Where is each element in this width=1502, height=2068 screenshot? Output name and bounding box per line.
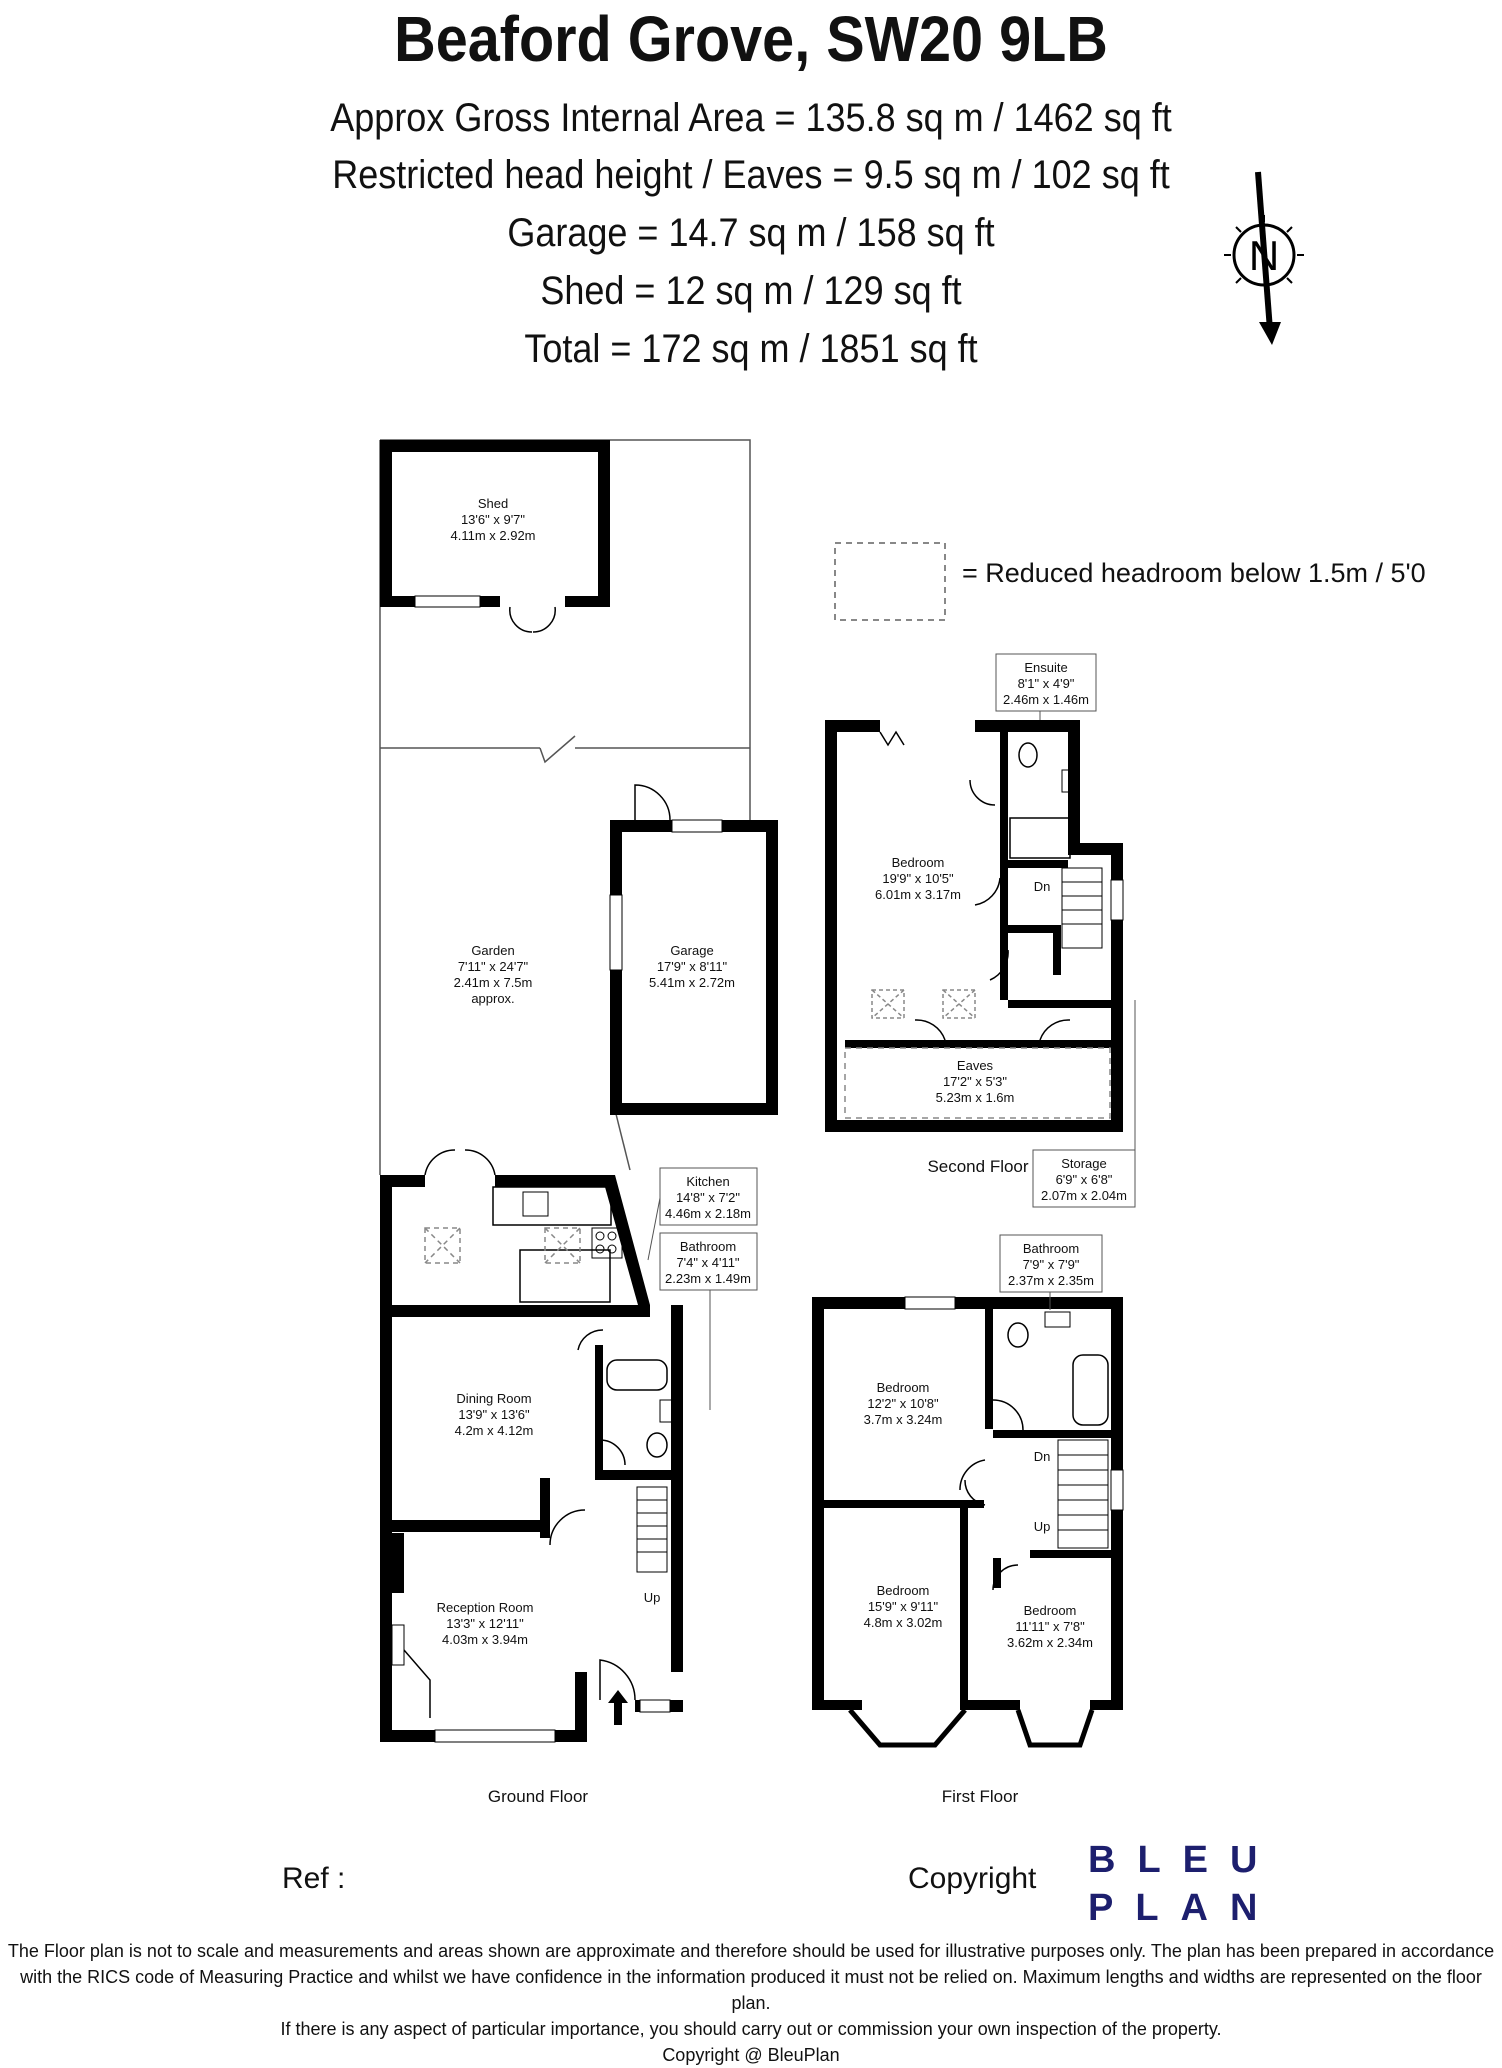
area-restricted: Restricted head height / Eaves = 9.5 sq m / 102 sq ft: [332, 153, 1170, 197]
room-labels: [437, 496, 1093, 1650]
room-label-kitchen-line-3: 4.46m x 2.18m: [665, 1206, 751, 1221]
room-label-bedroom-front-line-2: 15'9" x 9'11": [867, 1599, 939, 1614]
disclaimer-line-2: with the RICS code of Measuring Practice and whilst we have confidence in the information produced it must not be relied on. Maximum lengths and widths are represented on the floor plan.: [20, 1967, 1482, 2013]
room-label-bathroom-ground-line-1: Bathroom: [679, 1239, 737, 1254]
room-label-bathroom-first-line-2: 7'9" x 7'9": [1022, 1257, 1080, 1272]
room-label-storage-line-1: Storage: [1061, 1156, 1107, 1171]
brand-line-2: PLAN: [1088, 1887, 1280, 1929]
room-label-bedroom-front-line-3: 4.8m x 3.02m: [863, 1615, 943, 1630]
room-label-garden-line-2: 7'11" x 24'7": [457, 959, 529, 974]
area-total: Total = 172 sq m / 1851 sq ft: [524, 327, 978, 371]
room-label-dining-line-3: 4.2m x 4.12m: [454, 1423, 534, 1438]
second-floor-label: Second Floor: [927, 1157, 1029, 1176]
room-label-eaves-line-3: 5.23m x 1.6m: [935, 1090, 1015, 1105]
room-label-garden-line-4: approx.: [471, 991, 515, 1006]
room-label-ensuite-line-2: 8'1" x 4'9": [1017, 676, 1075, 691]
room-label-bathroom-ground-line-3: 2.23m x 1.49m: [665, 1271, 751, 1286]
room-label-ensuite-line-3: 2.46m x 1.46m: [1003, 692, 1089, 707]
room-label-kitchen-line-1: Kitchen: [686, 1174, 730, 1189]
room-label-bedroom-back-line-3: 3.7m x 3.24m: [863, 1412, 943, 1427]
room-label-bedroom-second-line-2: 19'9" x 10'5": [882, 871, 954, 886]
room-label-bathroom-first-line-1: Bathroom: [1022, 1241, 1080, 1256]
room-label-garage-line-2: 17'9" x 8'11": [656, 959, 728, 974]
brand-logo: [1088, 1836, 1279, 1932]
compass-label: N: [1248, 232, 1280, 279]
room-label-garden-line-1: Garden: [471, 943, 515, 958]
room-label-bedroom-small-line-2: 11'11" x 7'8": [1015, 1619, 1085, 1634]
room-label-dining-line-1: Dining Room: [456, 1391, 532, 1406]
room-label-reception-line-3: 4.03m x 3.94m: [442, 1632, 528, 1647]
disclaimer-line-3: If there is any aspect of particular importance, you should carry out or commission your own inspection of the property.: [280, 2019, 1222, 2039]
room-label-bedroom-small-line-3: 3.62m x 2.34m: [1007, 1635, 1093, 1650]
room-label-bathroom-ground-line-2: 7'4" x 4'11": [676, 1255, 740, 1270]
stairs-down-label-first: Dn: [1033, 1449, 1051, 1464]
room-label-bedroom-small-line-1: Bedroom: [1023, 1603, 1077, 1618]
room-label-kitchen-line-2: 14'8" x 7'2": [675, 1190, 741, 1205]
room-label-storage-line-2: 6'9" x 6'8": [1055, 1172, 1113, 1187]
stairs-up-label-first: Up: [1033, 1519, 1051, 1534]
area-garage: Garage = 14.7 sq m / 158 sq ft: [507, 211, 995, 255]
page-title: Beaford Grove, SW20 9LB: [394, 3, 1108, 75]
stairs-down-label-second: Dn: [1033, 879, 1051, 894]
compass-icon: [1224, 172, 1304, 345]
room-label-garage-line-1: Garage: [670, 943, 714, 958]
outbuildings: [380, 440, 778, 1175]
room-label-bedroom-front-line-1: Bedroom: [876, 1583, 930, 1598]
disclaimer: [0, 1938, 1502, 2068]
legend-text: = Reduced headroom below 1.5m / 5'0: [962, 558, 1426, 588]
disclaimer-line-4: Copyright @ BleuPlan: [662, 2045, 840, 2065]
room-label-garage-line-3: 5.41m x 2.72m: [649, 975, 735, 990]
ref-label: Ref :: [282, 1862, 346, 1895]
room-label-storage-line-3: 2.07m x 2.04m: [1041, 1188, 1127, 1203]
brand-line-1: BLEU: [1088, 1839, 1280, 1881]
stairs-up-label: Up: [643, 1590, 661, 1605]
room-label-dining-line-2: 13'9" x 13'6": [458, 1407, 530, 1422]
room-label-shed-line-1: Shed: [477, 496, 509, 511]
room-label-shed-line-2: 13'6" x 9'7": [460, 512, 526, 527]
room-label-bedroom-back-line-1: Bedroom: [876, 1380, 930, 1395]
ground-floor: [380, 1150, 683, 1742]
room-label-bedroom-second-line-3: 6.01m x 3.17m: [875, 887, 961, 902]
room-label-eaves-line-1: Eaves: [956, 1058, 994, 1073]
room-label-garden-line-3: 2.41m x 7.5m: [453, 975, 533, 990]
copyright-label: Copyright: [908, 1862, 1037, 1895]
disclaimer-line-1: The Floor plan is not to scale and measurements and areas shown are approximate and therefore should be used for illustrative purposes only. The plan has been prepared in accordance: [7, 1941, 1495, 1961]
first-floor-label: First Floor: [941, 1787, 1019, 1806]
area-gross: Approx Gross Internal Area = 135.8 sq m / 1462 sq ft: [330, 96, 1172, 140]
room-label-reception-line-2: 13'3" x 12'11": [446, 1616, 524, 1631]
legend-swatch: [835, 543, 945, 620]
room-label-reception-line-1: Reception Room: [436, 1600, 534, 1615]
area-shed: Shed = 12 sq m / 129 sq ft: [540, 269, 962, 313]
ground-floor-label: Ground Floor: [487, 1787, 589, 1806]
room-label-shed-line-3: 4.11m x 2.92m: [450, 528, 536, 543]
first-floor: [812, 1297, 1123, 1745]
room-label-bedroom-back-line-2: 12'2" x 10'8": [867, 1396, 939, 1411]
room-label-bathroom-first-line-3: 2.37m x 2.35m: [1008, 1273, 1094, 1288]
room-label-ensuite-line-1: Ensuite: [1024, 660, 1068, 675]
room-label-bedroom-second-line-1: Bedroom: [891, 855, 945, 870]
room-label-eaves-line-2: 17'2" x 5'3": [942, 1074, 1008, 1089]
